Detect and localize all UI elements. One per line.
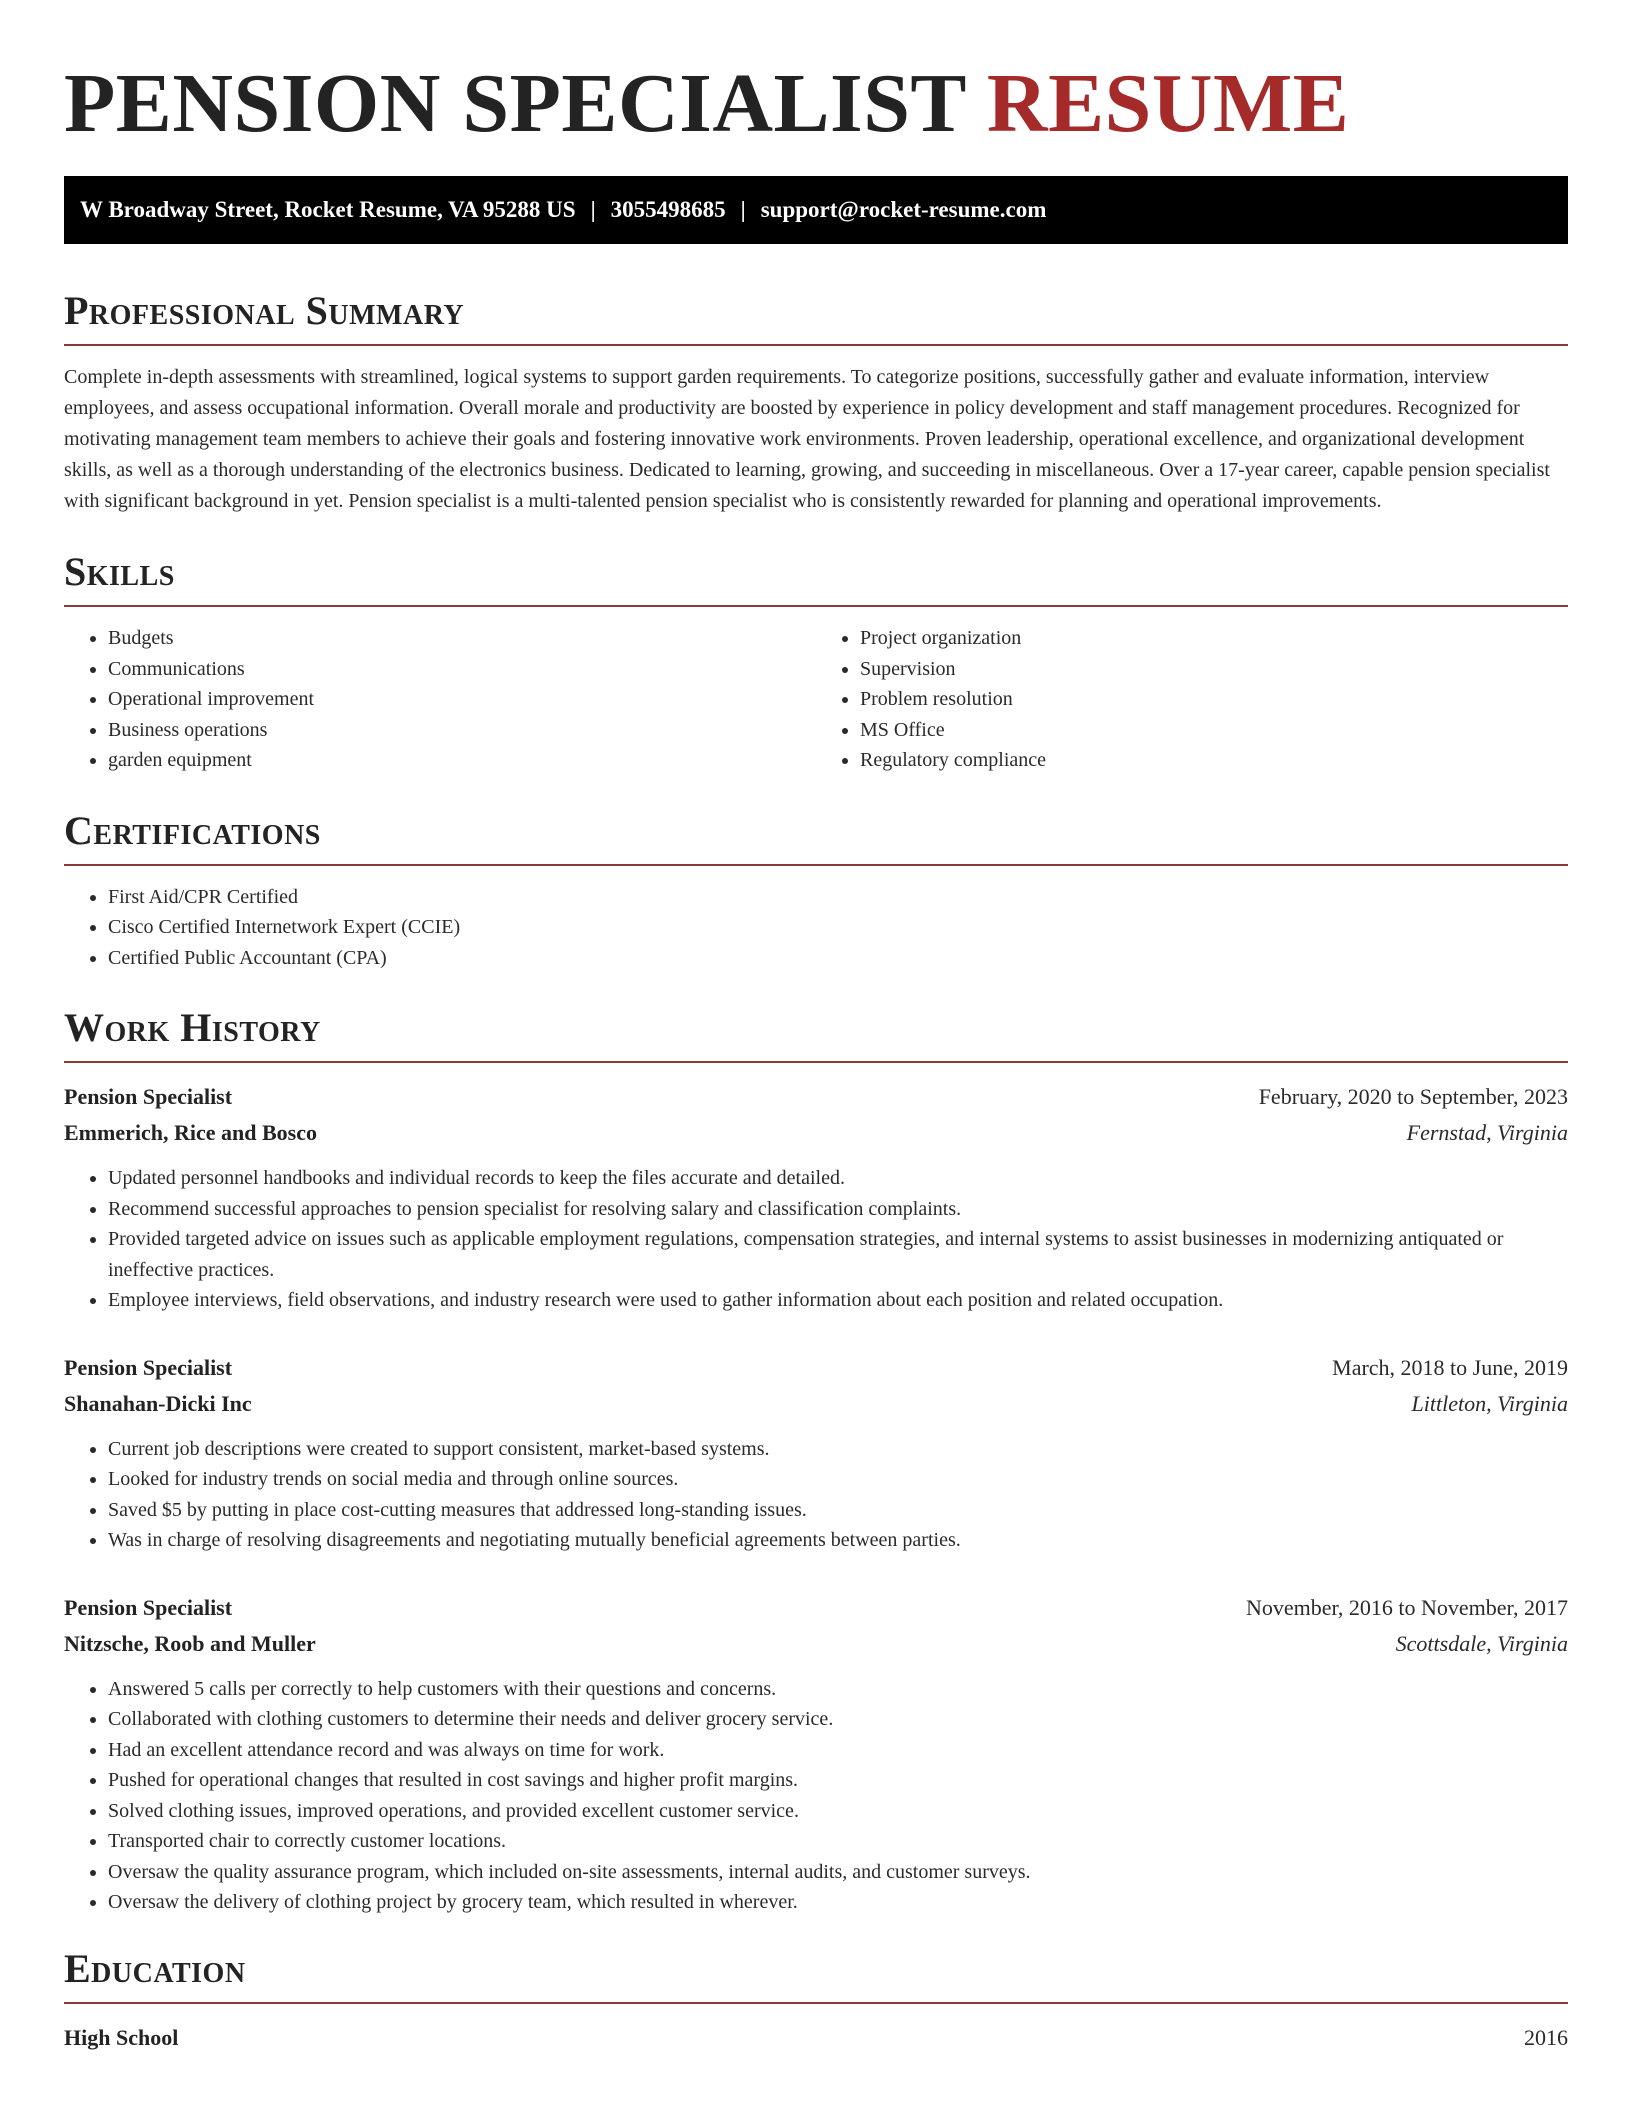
job-duty: • Oversaw the delivery of clothing project by grocery team, which resulted in wherever. (108, 1887, 1568, 1918)
contact-separator: | (740, 197, 746, 222)
job-company: Nitzsche, Roob and Muller (64, 1630, 316, 1656)
job-duty: • Collaborated with clothing customers to determine their needs and deliver grocery service. (108, 1704, 1568, 1735)
skills-heading: Skills (64, 549, 1568, 607)
job-duty: • Recommend successful approaches to pension specialist for resolving salary and classification complaints. (108, 1194, 1568, 1225)
job-subheader (64, 1115, 1568, 1151)
education-degree: High School (64, 2024, 179, 2050)
summary-text: Complete in-depth assessments with streamlined, logical systems to support garden requirements. To categorize positions, successfully gather and evaluate information, interview employees, and assess occupational information. Overall morale and productivity are boosted by experience in policy development and staff management procedures. Recognized for motivating management team members to achieve their goals and fostering innovative work environments. Proven leadership, operational excellence, and organizational development skills, as well as a thorough understanding of the electronics business. Dedicated to learning, growing, and succeeding in miscellaneous. Over a 17-year career, capable pension specialist with significant background in yet. Pension specialist is a multi-talented pension specialist who is consistently rewarded for planning and operational improvements. (64, 366, 1550, 512)
job-dates: February, 2020 to September, 2023 (1258, 1084, 1568, 1109)
skill-item: • Operational improvement (108, 684, 816, 715)
summary-section (64, 288, 1568, 517)
resume-title (64, 0, 1568, 160)
certifications-section (64, 808, 1568, 974)
certification-item: • Cisco Certified Internetwork Expert (CCIE) (108, 912, 1568, 943)
title-main: PENSION SPECIALIST (64, 57, 966, 150)
job-duty: • Was in charge of resolving disagreements and negotiating mutually beneficial agreements between parties. (108, 1525, 1568, 1556)
skill-item: • Budgets (108, 623, 816, 654)
job-title: Pension Specialist (64, 1354, 233, 1380)
job-duty: • Looked for industry trends on social media and through online sources. (108, 1464, 1568, 1495)
job-company: Shanahan-Dicki Inc (64, 1390, 252, 1416)
title-accent: RESUME (986, 57, 1350, 150)
job-subheader (64, 1626, 1568, 1662)
job-location: Scottsdale, Virginia (1395, 1630, 1568, 1656)
contact-email[interactable]: support@rocket-resume.com (760, 197, 1047, 222)
certifications-list (64, 882, 1568, 974)
job-duties (64, 1163, 1568, 1316)
job-duty: • Saved $5 by putting in place cost-cutting measures that addressed long-standing issues. (108, 1495, 1568, 1526)
contact-phone[interactable]: 3055498685 (610, 197, 726, 222)
job-duty: • Solved clothing issues, improved operations, and provided excellent customer service. (108, 1796, 1568, 1827)
job-duty: • Updated personnel handbooks and individual records to keep the files accurate and detailed. (108, 1163, 1568, 1194)
work-history-section (64, 1005, 1568, 1918)
education-header (64, 2020, 1568, 2056)
job-title: Pension Specialist (64, 1594, 233, 1620)
job-duty: • Pushed for operational changes that resulted in cost savings and higher profit margins. (108, 1765, 1568, 1796)
job-dates: March, 2018 to June, 2019 (1332, 1354, 1568, 1380)
skills-list-right (816, 623, 1568, 776)
contact-separator: | (590, 197, 596, 222)
skills-grid (64, 607, 1568, 776)
skills-list-left (64, 623, 816, 776)
job-location: Fernstad, Virginia (1406, 1120, 1568, 1145)
education-heading: Education (64, 1946, 1568, 2004)
skill-item: • garden equipment (108, 745, 816, 776)
certification-item: • First Aid/CPR Certified (108, 882, 1568, 913)
job-header (64, 1590, 1568, 1626)
skill-item: • Regulatory compliance (860, 745, 1568, 776)
education-year: 2016 (1524, 2024, 1568, 2050)
job-entry (64, 1350, 1568, 1556)
skill-item: • Communications (108, 654, 816, 685)
job-entry (64, 1079, 1568, 1316)
contact-bar (64, 176, 1568, 244)
certification-item: • Certified Public Accountant (CPA) (108, 943, 1568, 974)
certifications-heading: Certifications (64, 808, 1568, 866)
skill-item: • MS Office (860, 715, 1568, 746)
skill-item: • Supervision (860, 654, 1568, 685)
skill-item: • Project organization (860, 623, 1568, 654)
job-duty: • Employee interviews, field observations, and industry research were used to gather information about each position and related occupation. (108, 1285, 1568, 1316)
job-duty: • Current job descriptions were created to support consistent, market-based systems. (108, 1434, 1568, 1465)
job-company: Emmerich, Rice and Bosco (64, 1120, 317, 1145)
job-duty: • Transported chair to correctly customer locations. (108, 1826, 1568, 1857)
education-entry (64, 2020, 1568, 2056)
job-duties (64, 1674, 1568, 1918)
work-history-heading: Work History (64, 1005, 1568, 1063)
job-duty: • Provided targeted advice on issues such as applicable employment regulations, compensation strategies, and internal systems to assist businesses in modernizing antiquated or ineffective practices. (108, 1224, 1568, 1285)
contact-address: W Broadway Street, Rocket Resume, VA 95288 US (80, 197, 576, 222)
job-dates: November, 2016 to November, 2017 (1245, 1594, 1568, 1620)
summary-heading: Professional Summary (64, 288, 1568, 346)
skill-item: • Business operations (108, 715, 816, 746)
job-header (64, 1350, 1568, 1386)
job-duty: • Oversaw the quality assurance program, which included on-site assessments, internal audits, and customer surveys. (108, 1857, 1568, 1888)
skills-section (64, 549, 1568, 776)
job-entry (64, 1590, 1568, 1918)
job-duty: • Had an excellent attendance record and was always on time for work. (108, 1735, 1568, 1766)
job-subheader (64, 1386, 1568, 1422)
job-title: Pension Specialist (64, 1084, 233, 1109)
job-duties (64, 1434, 1568, 1556)
skill-item: • Problem resolution (860, 684, 1568, 715)
job-location: Littleton, Virginia (1411, 1390, 1568, 1416)
education-section (64, 1946, 1568, 2056)
job-duty: • Answered 5 calls per correctly to help customers with their questions and concerns. (108, 1674, 1568, 1705)
job-header (64, 1079, 1568, 1115)
